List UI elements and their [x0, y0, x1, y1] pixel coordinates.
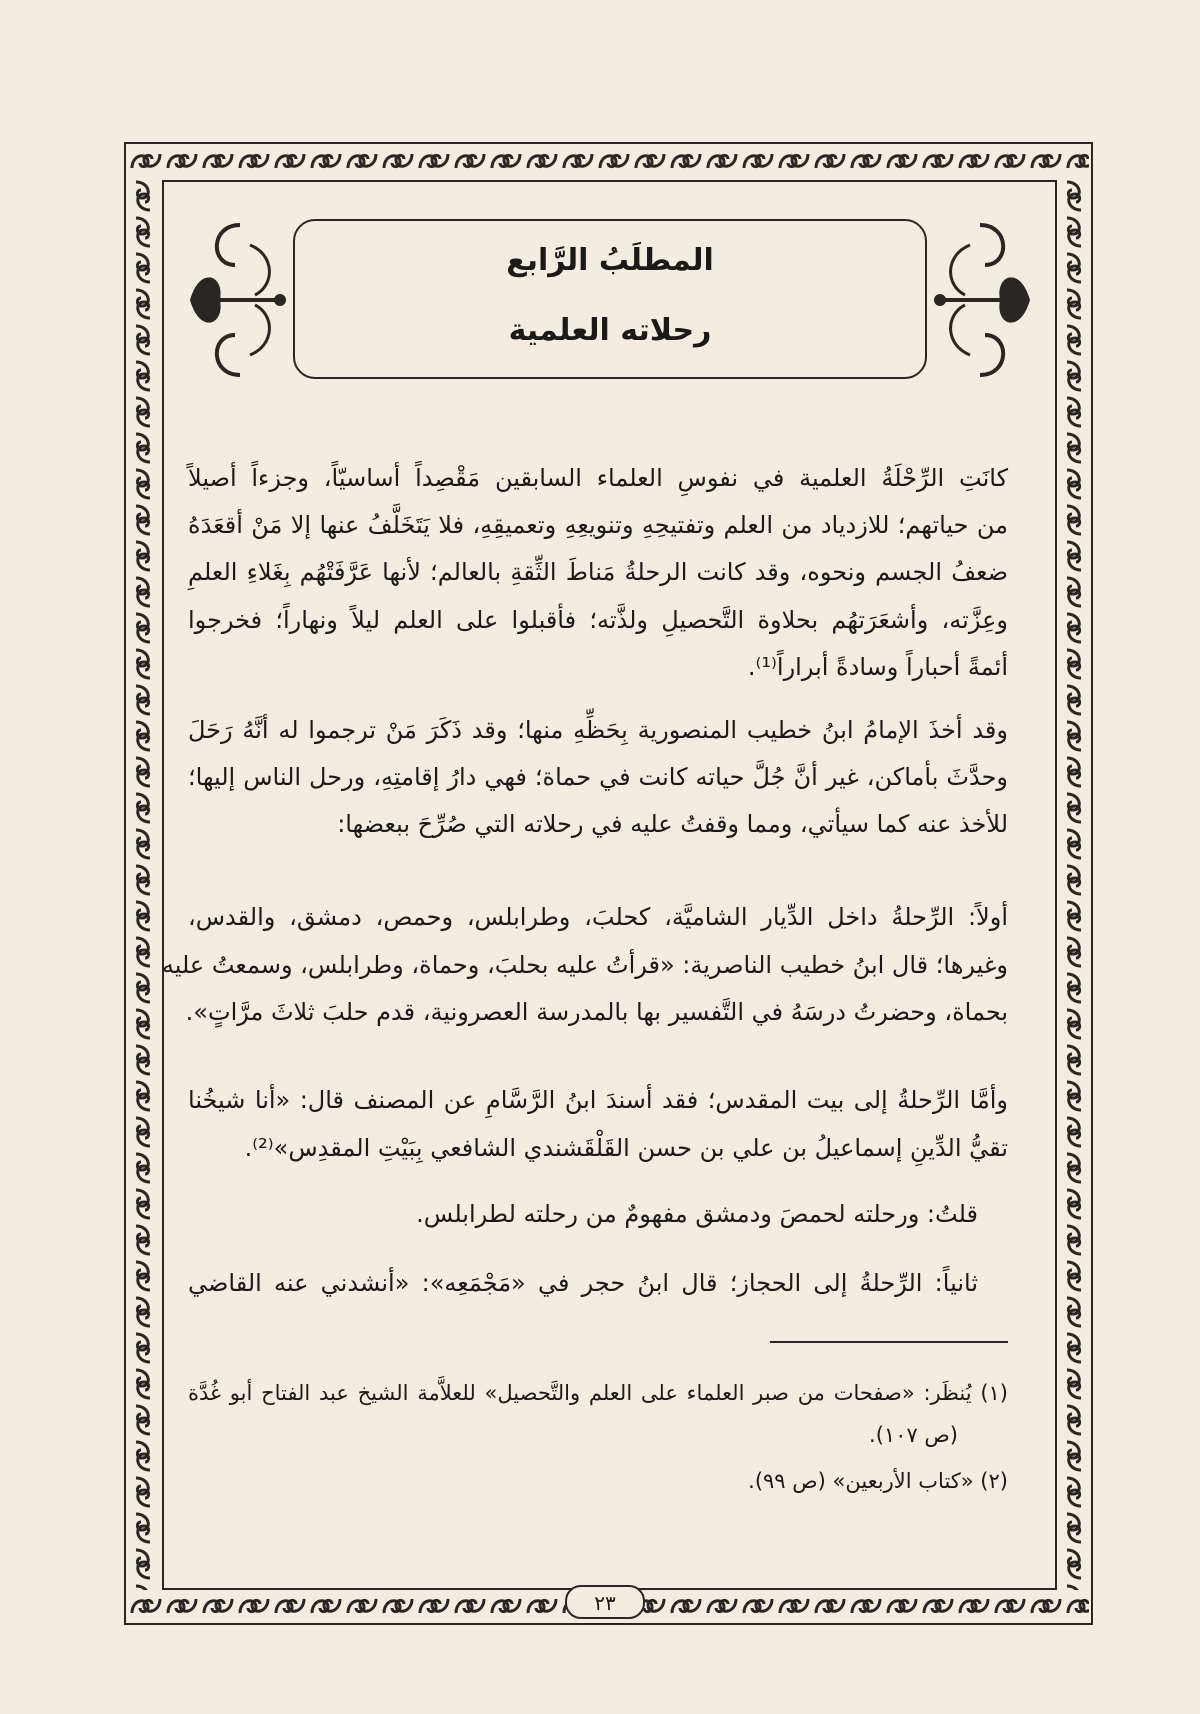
border-ornament-right: [1059, 178, 1091, 1590]
footnote-separator: [770, 1341, 1008, 1343]
body-line: أولاً: الرِّحلةُ داخل الدِّيار الشاميَّة، كحلبَ، وطرابلس، وحمص، دمشق، والقدس،: [188, 903, 1008, 931]
body-line: للأخذ عنه كما سيأتي، ومما وقفتُ عليه في رحلاته التي صُرِّحَ ببعضها:: [337, 810, 1008, 838]
section-heading-box: [293, 219, 927, 379]
section-subtitle: رحلاته العلمية: [508, 313, 712, 348]
body-line: قلتُ: ورحلته لحمصَ ودمشق مفهومٌ من رحلته لطرابلس.: [416, 1200, 978, 1228]
body-line: كانَتِ الرِّحْلَةُ العلمية في نفوسِ العلماء السابقين مَقْصِداً أساسيّاً، وجزءاً أصيلاً: [188, 464, 1008, 492]
body-line: ضعفُ الجسم ونحوه، وقد كانت الرحلةُ مَناطَ الثِّقةِ بالعالم؛ لأنها عَرَّفَتْهُم بِغَلاءِ العلمِ: [188, 558, 1008, 586]
body-line: وحدَّثَ بأماكن، غير أنَّ جُلَّ حياته كانت في حماة؛ فهي دارُ إقامتِهِ، ورحل الناس إليها؛: [188, 763, 1008, 791]
page-number: ٢٣: [565, 1585, 645, 1619]
body-line: تقيُّ الدِّينِ إسماعيلُ بن علي بن حسن القَلْقَشندي الشافعي بِبَيْتِ المقدِس»⁽²⁾.: [244, 1134, 1008, 1162]
section-title: المطلَبُ الرَّابع: [506, 243, 714, 278]
body-line: أئمةً أحباراً وسادةً أبراراً⁽¹⁾.: [747, 653, 1008, 681]
body-line: وعِزَّته، وأشعَرَتهُم بحلاوة التَّحصيلِ ولذَّته؛ فأقبلوا على العلم ليلاً ونهاراً؛ فخرجوا: [188, 606, 1008, 634]
body-line: بحماة، وحضرتُ درسَهُ في التَّفسير بها بالمدرسة العصرونية، قدم حلبَ ثلاثَ مرَّاتٍ».: [185, 998, 1008, 1026]
footnote: (١) يُنظَر: «صفحات من صبر العلماء على العلم والتَّحصيل» للعلاَّمة الشيخ عبد الفتاح أبو غُدَّة: [188, 1381, 1008, 1405]
border-ornament-left: [128, 178, 160, 1590]
body-line: وغيرها؛ قال ابنُ خطيب الناصرية: «قرأتُ عليه بحلبَ، وحماة، وطرابلس، وسمعتُ عليه: [161, 951, 1008, 979]
body-line: من حياتهم؛ للازدياد من العلم وتفتيحِهِ وتنويعِهِ وتعميقِهِ، فلا يَتَخَلَّفُ عنها إلا مَنْ أقعَدَهُ: [188, 511, 1008, 539]
body-line: ثانياً: الرِّحلةُ إلى الحجاز؛ قال ابنُ حجر في «مَجْمَعِه»: «أنشدني عنه القاضي: [188, 1269, 978, 1297]
border-ornament-top: [128, 146, 1089, 178]
floral-ornament-left: [180, 215, 290, 385]
footnote: (٢) «كتاب الأربعين» (ص ٩٩).: [748, 1469, 1008, 1493]
footnote-continuation: (ص ١٠٧).: [869, 1423, 958, 1447]
floral-ornament-right: [930, 215, 1040, 385]
body-line: وقد أخذَ الإمامُ ابنُ خطيب المنصورية بِحَظِّهِ منها؛ وقد ذَكَرَ مَنْ ترجموا له أنَّهُ رَحَلَ: [188, 716, 1008, 744]
body-line: وأمَّا الرِّحلةُ إلى بيت المقدس؛ فقد أسندَ ابنُ الرَّسَّامِ عن المصنف قال: «أنا شيخُنا: [188, 1086, 1008, 1114]
